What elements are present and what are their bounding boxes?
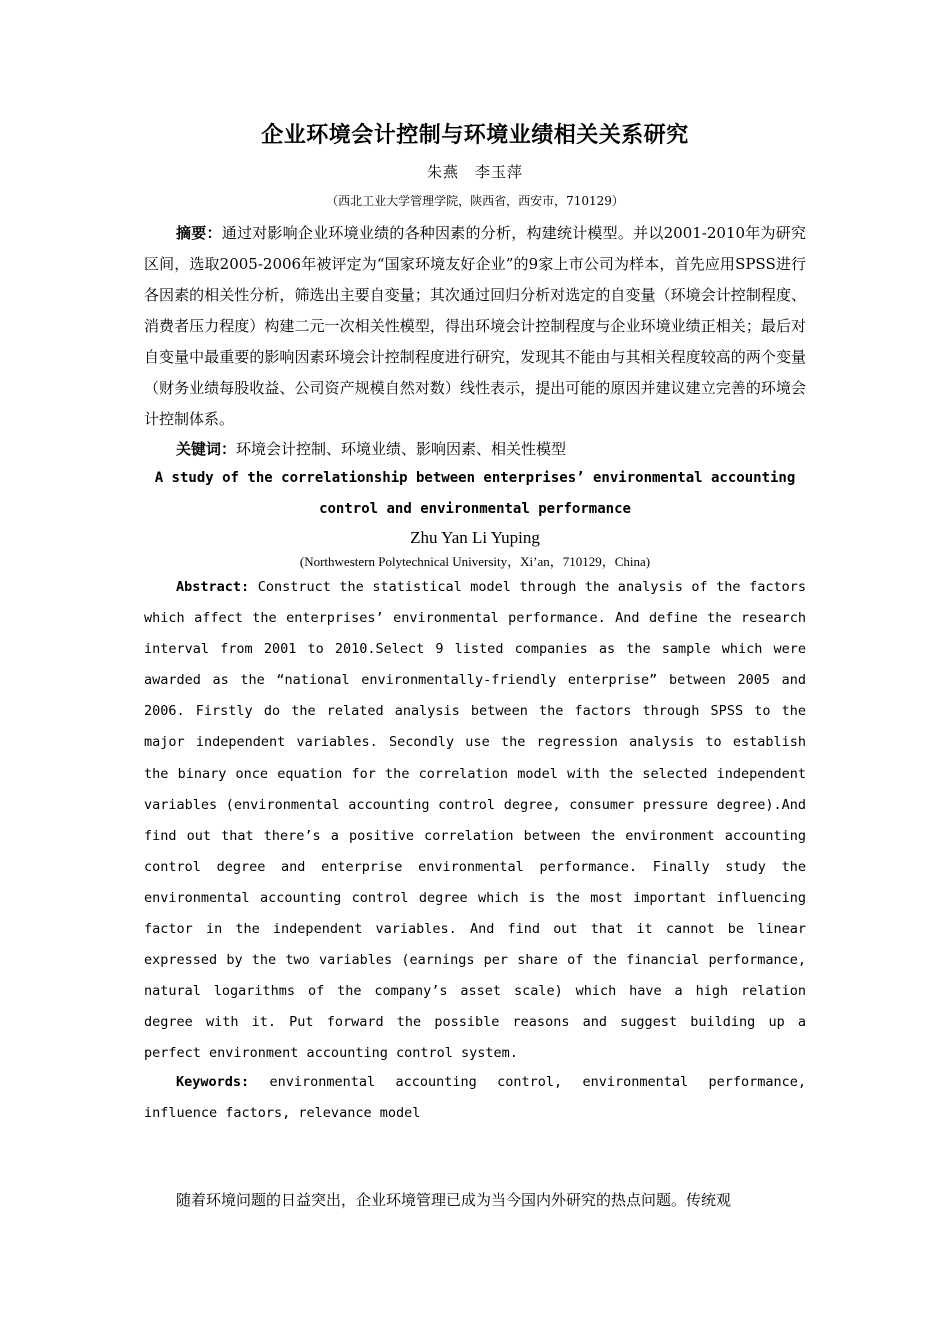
keywords-chinese-label: 关键词： xyxy=(176,440,237,458)
affiliation-chinese: （西北工业大学管理学院，陕西省，西安市，710129） xyxy=(326,194,624,208)
keywords-english xyxy=(144,1067,806,1129)
abstract-english xyxy=(144,572,806,1070)
keywords-chinese xyxy=(144,434,806,465)
abstract-english-text: Construct the statistical model through the analysis of the factors which affect the enterprises’ environmental performance. And define the research interval from 2001 to 2010.Select 9 listed companies as the sample which were awarded as the “national environmentally-friendly enterprise” between 2005 and 2006. Firstly do the related analysis between the factors through SPSS to the major independent variables. Secondly use the regression analysis to establish the binary once equation for the correlation model with the selected independent variables (environmental accounting control degree, consumer pressure degree).And find out that there’s a positive correlation between the environment accounting control degree and enterprise environmental performance. Finally study the environmental accounting control degree which is the most important influencing factor in the independent variables. And find out that it cannot be linear expressed by the two variables (earnings per share of the financial performance, natural logarithms of the company’s asset scale) which have a high relation degree with it. Put forward the possible reasons and suggest building up a perfect environment accounting control system. xyxy=(144,579,806,1062)
keywords-chinese-text: 环境会计控制、环境业绩、影响因素、相关性模型 xyxy=(236,440,567,458)
body-paragraph: 随着环境问题的日益突出，企业环境管理已成为当今国内外研究的热点问题。传统观 xyxy=(176,1191,732,1209)
paper-title: 企业环境会计控制与环境业绩相关关系研究 xyxy=(261,123,689,148)
authors-chinese: 朱燕 李玉萍 xyxy=(426,163,523,181)
paper-title-english: A study of the correlationship between enterprises’ environmental accounting control and environmental performance xyxy=(154,470,796,517)
abstract-chinese xyxy=(144,218,806,435)
keywords-english-label: Keywords: xyxy=(176,1074,250,1090)
abstract-english-label: Abstract: xyxy=(176,579,250,595)
authors-english: Zhu Yan Li Yuping xyxy=(410,528,540,547)
keywords-english-text: environmental accounting control, environmental performance, influence factors, relevance model xyxy=(144,1074,806,1122)
affiliation-english: (Northwestern Polytechnical University，Xi’an，710129，China) xyxy=(299,554,651,569)
abstract-chinese-text: 通过对影响企业环境业绩的各种因素的分析，构建统计模型。并以2001-2010年为研究区间，选取2005-2006年被评定为“国家环境友好企业”的9家上市公司为样本，首先应用SPSS进行各因素的相关性分析，筛选出主要自变量；其次通过回归分析对选定的自变量（环境会计控制程度、消费者压力程度）构建二元一次相关性模型，得出环境会计控制程度与企业环境业绩正相关；最后对自变量中最重要的影响因素环境会计控制程度进行研究，发现其不能由与其相关程度较高的两个变量（财务业绩每股收益、公司资产规模自然对数）线性表示，提出可能的原因并建议建立完善的环境会计控制体系。 xyxy=(144,224,806,428)
abstract-chinese-label: 摘要： xyxy=(176,224,222,242)
